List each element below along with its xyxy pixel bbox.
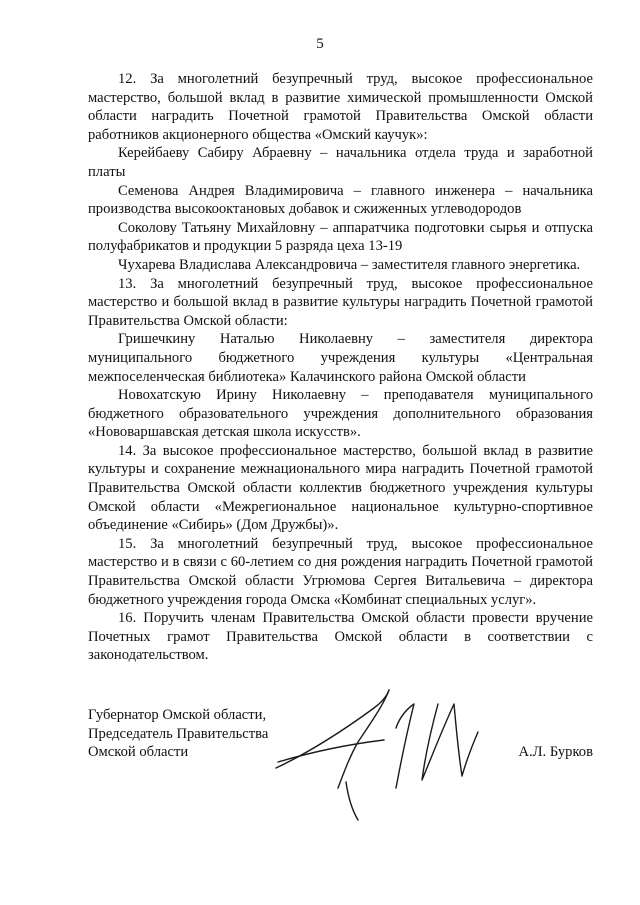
awardee-kereibaeva: Керейбаеву Сабиру Абраевну – начальника отдела труда и заработной платы — [88, 145, 593, 180]
page-number: 5 — [316, 36, 324, 52]
awardee-grishechkina: Гришечкину Наталью Николаевну – заместителя директора муниципального бюджетного учреждения культуры «Центральная межпоселенческая библиотека» Калачинского района Омской области — [88, 331, 593, 385]
awardee-chukharev: Чухарева Владислава Александровича – заместителя главного энергетика. — [118, 256, 581, 273]
awardee-sokolova: Соколову Татьяну Михайловну – аппаратчика подготовки сырья и отпуска полуфабрикатов и продукции 5 разряда цеха 13-19 — [88, 219, 593, 255]
signer-name: А.Л. Бурков — [518, 744, 593, 760]
paragraph-item-16: 16. Поручить членам Правительства Омской области провести вручение Почетных грамот Правительства Омской области в соответствии с законодательством. — [88, 610, 593, 664]
paragraph-item-14: 14. За высокое профессиональное мастерство, большой вклад в развитие культуры и сохранение межнационального мира наградить Почетной грамотой Правительства Омской области коллектив бюджетного учреждения культуры Омской области «Межрегиональное национальное культурно-спортивное объединение «Сибирь» (Дом Дружбы)». — [88, 442, 593, 534]
signer-title: Губернатор Омской области, Председатель Правительства Омской области — [88, 707, 269, 761]
paragraph-item-13: 13. За многолетний безупречный труд, высокое профессиональное мастерство и большой вклад в развитие культуры наградить Почетной грамотой Правительства Омской области: — [88, 275, 593, 329]
awardee-novokhatskaya: Новохатскую Ирину Николаевну – преподавателя муниципального бюджетного образовательного учреждения дополнительного образования «Нововаршавская детская школа искусств». — [88, 387, 593, 441]
awardee-semenov: Семенова Андрея Владимировича – главного инженера – начальника производства высокооктановых добавок и сжиженных углеводородов — [88, 182, 593, 218]
handwritten-signature — [272, 664, 482, 824]
paragraph-item-15: 15. За многолетний безупречный труд, высокое профессиональное мастерство и в связи с 60-летием со дня рождения наградить Почетной грамотой Правительства Омской области Угрюмова Сергея Витальевича – директора бюджетного учреждения города Омска «Комбинат специальных услуг». — [88, 535, 593, 608]
document-body — [88, 70, 593, 665]
paragraph-item-12: 12. За многолетний безупречный труд, высокое профессиональное мастерство, большой вклад в развитие химической промышленности Омской области наградить Почетной грамотой Правительства Омской области работников акционерного общества «Омский каучук»: — [88, 71, 593, 143]
